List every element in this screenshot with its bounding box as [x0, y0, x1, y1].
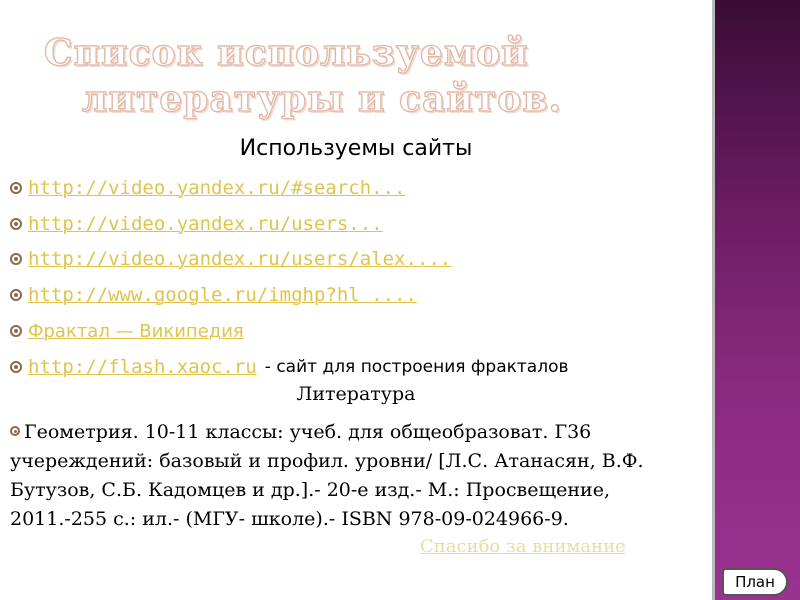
list-item: [10, 349, 569, 385]
list-item: [10, 170, 569, 206]
bullet-icon: [10, 289, 22, 301]
title-line-1: Список используемой: [44, 32, 529, 74]
bullet-icon: [10, 182, 22, 194]
site-description: - сайт для построения фракталов: [264, 356, 569, 377]
site-link-3[interactable]: http://video.yandex.ru/users/alex....: [28, 248, 452, 271]
plan-button[interactable]: План: [722, 568, 788, 596]
slide-title: [30, 30, 690, 122]
literature-entry: [10, 418, 680, 534]
bullet-icon: [10, 218, 22, 230]
side-panel: [712, 0, 800, 600]
thanks-link[interactable]: Спасибо за внимание: [420, 536, 626, 557]
bullet-icon: [10, 253, 22, 265]
site-link-4[interactable]: http://www.google.ru/imghp?hl ....: [28, 284, 417, 307]
literature-heading: Литература: [296, 383, 416, 405]
title-line-2: литературы и сайтов.: [82, 78, 562, 120]
sites-heading: Используемы сайты: [239, 136, 473, 161]
site-link-6[interactable]: http://flash.xaoc.ru: [28, 355, 257, 378]
bullet-icon: [10, 426, 20, 436]
literature-text: Геометрия. 10-11 классы: учеб. для общеобразоват. Г36 учереждений: базовый и профил. уровни/ [Л.С. Атанасян, В.Ф. Бутузов, С.Б. Кадомцев и др.].- 20-е изд.- М.: Просвещение, 2011.-255 с.: ил.- (МГУ- школе).- ISBN 978-09-024966-9.: [10, 421, 644, 530]
list-item: [10, 313, 569, 349]
list-item: [10, 242, 569, 278]
bullet-icon: [10, 325, 22, 337]
site-link-1[interactable]: http://video.yandex.ru/#search...: [28, 176, 406, 199]
list-item: [10, 206, 569, 242]
site-link-5[interactable]: Фрактал — Википедия: [28, 320, 244, 342]
site-link-2[interactable]: http://video.yandex.ru/users...: [28, 212, 383, 235]
sites-list: [10, 170, 569, 385]
bullet-icon: [10, 361, 22, 373]
list-item: [10, 277, 569, 313]
